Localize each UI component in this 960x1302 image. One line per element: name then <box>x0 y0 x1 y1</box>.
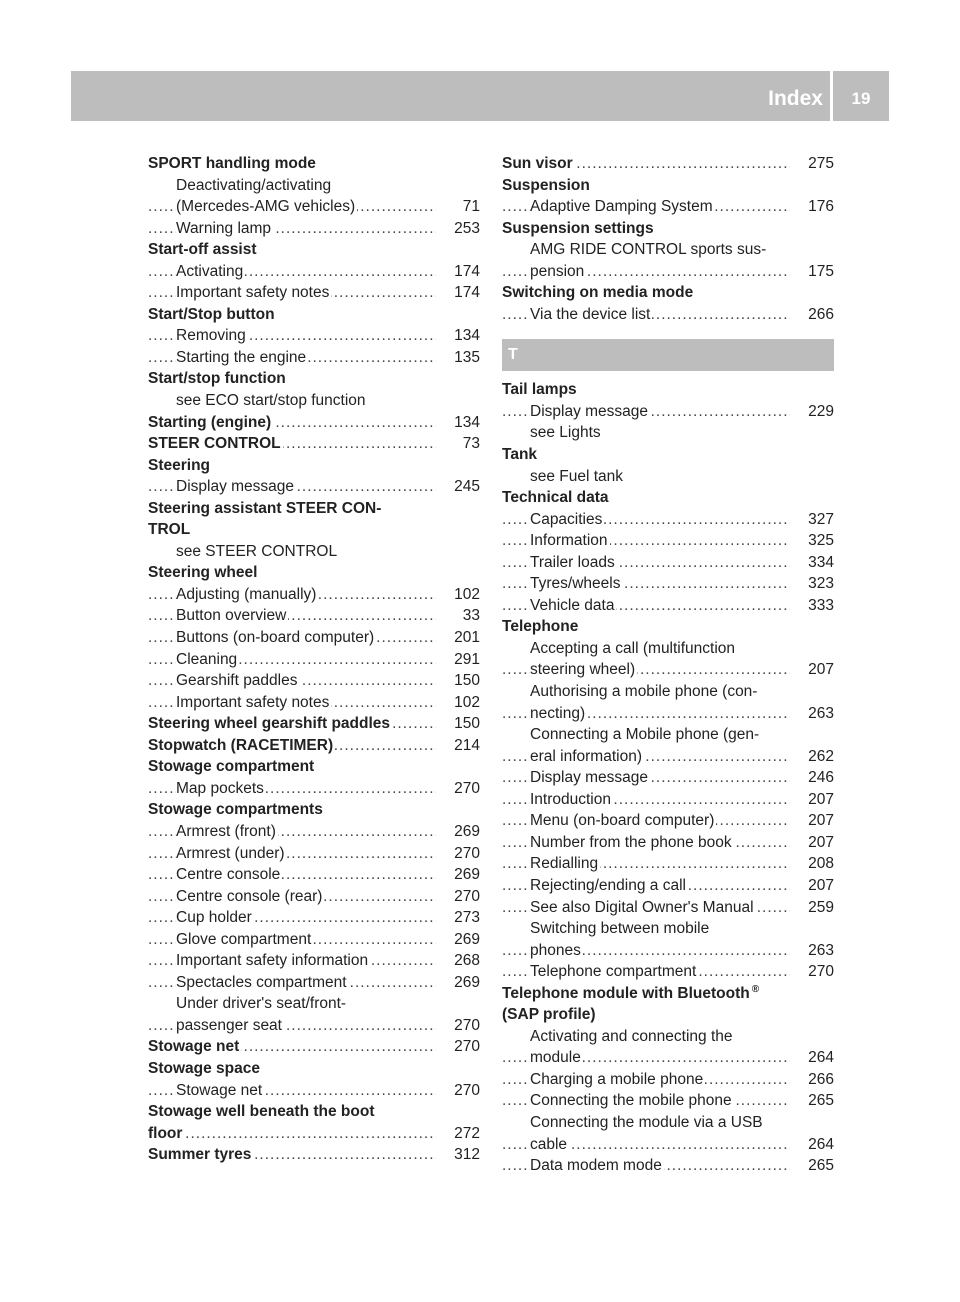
entry-text: Data modem mode <box>530 1157 662 1175</box>
entry-text: see STEER CONTROL <box>176 542 338 560</box>
entry-text: Important safety information <box>176 952 369 970</box>
index-heading <box>502 379 834 401</box>
index-heading <box>148 519 480 541</box>
entry-text: STEER CONTROL <box>148 435 281 453</box>
entry-text: Via the device list <box>530 305 651 323</box>
entry-text: See also Digital Owner's Manual <box>530 898 754 916</box>
entry-text: Map pockets <box>176 779 264 797</box>
page-reference: 175 <box>805 261 834 283</box>
page-reference: 214 <box>451 735 480 757</box>
entry-text: Display message <box>530 402 649 420</box>
entry-text: Stowage compartment <box>148 758 315 776</box>
index-heading <box>148 304 480 326</box>
entry-text: Tyres/wheels <box>530 575 621 593</box>
index-subentry <box>502 595 834 617</box>
index-subentry <box>148 950 480 972</box>
entry-text: Starting (engine) <box>148 413 272 431</box>
index-heading <box>502 175 834 197</box>
index-subentry <box>502 304 834 326</box>
index-subentry <box>148 886 480 908</box>
entry-text: Start-off assist <box>148 241 257 259</box>
entry-text: Activating and connecting the <box>530 1027 733 1045</box>
entry-text: Adjusting (manually) <box>176 585 317 603</box>
index-column-left <box>148 153 480 1166</box>
page-reference: 270 <box>451 1080 480 1102</box>
entry-text: (SAP profile) <box>502 1006 596 1024</box>
index-subentry <box>148 649 480 671</box>
index-subentry <box>148 261 480 283</box>
page-reference: 291 <box>451 649 480 671</box>
page-reference: 312 <box>451 1144 480 1166</box>
entry-text: Display message <box>176 478 295 496</box>
index-heading <box>148 1144 480 1166</box>
index-heading <box>148 735 480 757</box>
index-heading <box>148 799 480 821</box>
page-reference: 263 <box>805 940 834 962</box>
page-reference: 268 <box>451 950 480 972</box>
index-subentry <box>502 1026 834 1048</box>
page-number: 19 <box>851 89 871 108</box>
entry-text: Stowage net <box>176 1081 263 1099</box>
entry-text: Authorising a mobile phone (con- <box>530 683 758 701</box>
index-subentry <box>502 530 834 552</box>
index-heading <box>148 153 480 175</box>
entry-text: Connecting the module via a USB <box>530 1113 763 1131</box>
index-subentry <box>502 422 834 444</box>
index-column-right <box>502 153 834 1177</box>
index-heading <box>502 983 834 1005</box>
entry-text: eral information) <box>530 747 642 765</box>
entry-text: Information <box>530 532 608 550</box>
page-reference: 229 <box>805 401 834 423</box>
index-subentry <box>148 282 480 304</box>
entry-text: see Fuel tank <box>530 467 624 485</box>
index-subentry <box>148 929 480 951</box>
entry-text: Activating <box>176 262 244 280</box>
index-heading <box>502 487 834 509</box>
page-reference: 270 <box>451 843 480 865</box>
index-heading <box>148 412 480 434</box>
page-reference: 265 <box>805 1155 834 1177</box>
index-heading <box>502 218 834 240</box>
index-subentry <box>148 843 480 865</box>
entry-text: Suspension <box>502 176 590 194</box>
index-subentry <box>148 972 480 994</box>
entry-text: Button overview <box>176 607 287 625</box>
page-reference: 102 <box>451 692 480 714</box>
index-heading <box>148 1058 480 1080</box>
entry-text: Trailer loads <box>530 553 615 571</box>
page-reference: 269 <box>451 821 480 843</box>
page-reference: 263 <box>805 703 834 725</box>
page-reference: 134 <box>451 412 480 434</box>
entry-text: Centre console (rear) <box>176 887 323 905</box>
index-subentry <box>148 907 480 929</box>
index-subentry <box>148 175 480 197</box>
entry-text: Telephone module with Bluetooth <box>502 984 750 1002</box>
index-heading <box>148 1101 480 1123</box>
entry-text: Stowage space <box>148 1059 260 1077</box>
entry-text: Telephone <box>502 618 579 636</box>
entry-text: Warning lamp <box>176 219 272 237</box>
page-reference: 264 <box>805 1047 834 1069</box>
section-letter: T <box>508 346 518 364</box>
entry-text: AMG RIDE CONTROL sports sus- <box>530 241 767 259</box>
index-subentry <box>502 1069 834 1091</box>
entry-text: Cleaning <box>176 650 238 668</box>
page-reference: 270 <box>451 1015 480 1037</box>
index-heading <box>148 713 480 735</box>
page-reference: 71 <box>460 196 480 218</box>
page-reference: 207 <box>805 832 834 854</box>
index-subentry <box>502 767 834 789</box>
index-heading <box>148 368 480 390</box>
index-subentry <box>502 681 834 703</box>
entry-text: (Mercedes-AMG vehicles) <box>176 198 356 216</box>
page-reference: 270 <box>805 961 834 983</box>
index-heading <box>502 444 834 466</box>
entry-text: Gearshift paddles <box>176 672 298 690</box>
entry-text: Charging a mobile phone <box>530 1070 704 1088</box>
entry-text: Steering <box>148 456 211 474</box>
entry-text: Introduction <box>530 790 611 808</box>
index-subentry <box>148 1080 480 1102</box>
page-reference: 176 <box>805 196 834 218</box>
entry-text: Centre console <box>176 866 281 884</box>
page-reference: 207 <box>805 810 834 832</box>
entry-text: Summer tyres <box>148 1146 252 1164</box>
index-heading <box>502 1004 834 1026</box>
page-reference: 253 <box>451 218 480 240</box>
page-reference: 150 <box>451 713 480 735</box>
index-heading <box>148 562 480 584</box>
entry-text: Technical data <box>502 489 609 507</box>
index-subentry <box>502 659 834 681</box>
entry-text: see Lights <box>530 424 601 442</box>
index-heading <box>148 756 480 778</box>
page-reference: 323 <box>805 573 834 595</box>
entry-text: Redialling <box>530 855 599 873</box>
entry-text: passenger seat <box>176 1016 282 1034</box>
page-reference: 259 <box>805 897 834 919</box>
index-subentry <box>502 897 834 919</box>
page-reference: 201 <box>451 627 480 649</box>
entry-text: Rejecting/ending a call <box>530 876 686 894</box>
index-subentry <box>148 670 480 692</box>
entry-text: Under driver's seat/front- <box>176 995 347 1013</box>
index-group-s-continued <box>502 153 834 325</box>
index-heading <box>502 153 834 175</box>
index-subentry <box>502 940 834 962</box>
entry-text: Armrest (under) <box>176 844 285 862</box>
index-subentry <box>502 401 834 423</box>
index-subentry <box>502 703 834 725</box>
index-subentry <box>502 875 834 897</box>
index-subentry <box>502 724 834 746</box>
page-reference: 207 <box>805 659 834 681</box>
page-reference: 266 <box>805 1069 834 1091</box>
entry-text: Menu (on-board computer) <box>530 812 715 830</box>
index-subentry <box>502 466 834 488</box>
page-reference: 270 <box>451 886 480 908</box>
page-reference: 207 <box>805 875 834 897</box>
entry-text: Important safety notes <box>176 284 330 302</box>
entry-text: Accepting a call (multifunction <box>530 639 736 657</box>
index-subentry <box>148 627 480 649</box>
index-subentry <box>502 261 834 283</box>
entry-text: phones <box>530 941 581 959</box>
entry-text: Start/stop function <box>148 370 286 388</box>
page-reference: 270 <box>451 1036 480 1058</box>
index-subentry <box>502 1155 834 1177</box>
index-subentry <box>502 1112 834 1134</box>
entry-text: Stowage compartments <box>148 801 323 819</box>
index-subentry <box>148 541 480 563</box>
page-reference: 327 <box>805 509 834 531</box>
index-subentry <box>502 1134 834 1156</box>
index-subentry <box>148 692 480 714</box>
entry-text: Steering assistant STEER CON- <box>148 499 382 517</box>
entry-text: steering wheel) <box>530 661 636 679</box>
index-heading <box>502 282 834 304</box>
page-reference: 135 <box>451 347 480 369</box>
page-reference: 325 <box>805 530 834 552</box>
entry-text: Cup holder <box>176 909 252 927</box>
entry-text: Steering wheel gearshift paddles <box>148 715 391 733</box>
page-reference: 208 <box>805 853 834 875</box>
page-reference: 272 <box>451 1123 480 1145</box>
entry-text: Steering wheel <box>148 564 258 582</box>
index-subentry <box>148 390 480 412</box>
index-subentry <box>502 832 834 854</box>
entry-text: Number from the phone book <box>530 833 732 851</box>
entry-text: Deactivating/activating <box>176 176 332 194</box>
page-reference: 266 <box>805 304 834 326</box>
page-reference: 174 <box>451 282 480 304</box>
page-reference: 73 <box>460 433 480 455</box>
section-header-t <box>502 339 834 371</box>
index-subentry <box>148 993 480 1015</box>
page-reference: 150 <box>451 670 480 692</box>
entry-text: Start/Stop button <box>148 305 275 323</box>
entry-text: module <box>530 1049 581 1067</box>
entry-text: Adaptive Damping System <box>530 198 713 216</box>
entry-text: TROL <box>148 521 191 539</box>
index-subentry <box>148 821 480 843</box>
index-subentry <box>148 476 480 498</box>
page-reference: 245 <box>451 476 480 498</box>
header-title: Index <box>768 87 823 110</box>
entry-text: Sun visor <box>502 155 573 172</box>
page-reference: 269 <box>451 864 480 886</box>
entry-text: Removing <box>176 327 246 345</box>
entry-text: Connecting a Mobile phone (gen- <box>530 726 760 744</box>
index-subentry <box>148 1015 480 1037</box>
index-heading <box>502 616 834 638</box>
entry-text: Suspension settings <box>502 219 654 237</box>
index-subentry <box>148 347 480 369</box>
page-reference: 275 <box>805 153 834 175</box>
index-subentry <box>148 605 480 627</box>
index-subentry <box>148 325 480 347</box>
index-subentry <box>502 853 834 875</box>
index-subentry <box>502 552 834 574</box>
entry-text: Tank <box>502 446 538 464</box>
index-subentry <box>502 196 834 218</box>
index-subentry <box>148 218 480 240</box>
index-heading <box>148 498 480 520</box>
entry-text: floor <box>148 1124 183 1142</box>
entry-text: Vehicle data <box>530 596 615 614</box>
entry-text: SPORT handling mode <box>148 155 316 172</box>
index-subentry <box>148 584 480 606</box>
index-subentry <box>502 1047 834 1069</box>
entry-text: Switching between mobile <box>530 920 710 938</box>
page-reference: 102 <box>451 584 480 606</box>
index-heading <box>148 455 480 477</box>
page-reference: 269 <box>451 972 480 994</box>
page-reference: 265 <box>805 1090 834 1112</box>
entry-text: necting) <box>530 704 586 722</box>
entry-text: Stowage well beneath the boot <box>148 1103 375 1121</box>
entry-text: Stopwatch (RACETIMER) <box>148 736 334 754</box>
page-reference: 174 <box>451 261 480 283</box>
page-reference: 334 <box>805 552 834 574</box>
index-heading <box>148 239 480 261</box>
entry-text: Capacities <box>530 510 603 528</box>
entry-text: Buttons (on-board computer) <box>176 629 375 647</box>
page-reference: 207 <box>805 789 834 811</box>
page-reference: 333 <box>805 595 834 617</box>
entry-text: cable <box>530 1135 568 1153</box>
index-subentry <box>502 746 834 768</box>
index-subentry <box>148 778 480 800</box>
page-reference: 33 <box>460 605 480 627</box>
index-subentry <box>502 810 834 832</box>
page-reference: 262 <box>805 746 834 768</box>
page-header <box>71 71 889 121</box>
page-reference: 269 <box>451 929 480 951</box>
index-subentry <box>148 864 480 886</box>
index-heading <box>148 1123 480 1145</box>
entry-text: Spectacles compartment <box>176 973 347 991</box>
index-subentry <box>502 918 834 940</box>
entry-text: Tail lamps <box>502 381 577 399</box>
entry-text: Glove compartment <box>176 930 312 948</box>
entry-text: pension <box>530 262 585 280</box>
index-subentry <box>148 196 480 218</box>
registered-mark: ® <box>751 983 760 995</box>
entry-text: Starting the engine <box>176 348 307 366</box>
index-subentry <box>502 961 834 983</box>
page-reference: 134 <box>451 325 480 347</box>
entry-text: Display message <box>530 769 649 787</box>
index-group-t <box>502 379 834 1176</box>
entry-text: see ECO start/stop function <box>176 392 366 410</box>
entry-text: Important safety notes <box>176 693 330 711</box>
index-subentry <box>502 509 834 531</box>
entry-text: Stowage net <box>148 1038 240 1056</box>
page-reference: 270 <box>451 778 480 800</box>
index-subentry <box>502 638 834 660</box>
index-heading <box>148 1036 480 1058</box>
index-subentry <box>502 573 834 595</box>
page-reference: 264 <box>805 1134 834 1156</box>
index-subentry <box>502 239 834 261</box>
page-reference: 273 <box>451 907 480 929</box>
entry-text: Switching on media mode <box>502 284 694 302</box>
index-subentry <box>502 789 834 811</box>
page-reference: 246 <box>805 767 834 789</box>
index-subentry <box>502 1090 834 1112</box>
entry-text: Armrest (front) <box>176 822 276 840</box>
entry-text: Telephone compartment <box>530 963 697 981</box>
entry-text: Connecting the mobile phone <box>530 1092 732 1110</box>
index-heading <box>148 433 480 455</box>
